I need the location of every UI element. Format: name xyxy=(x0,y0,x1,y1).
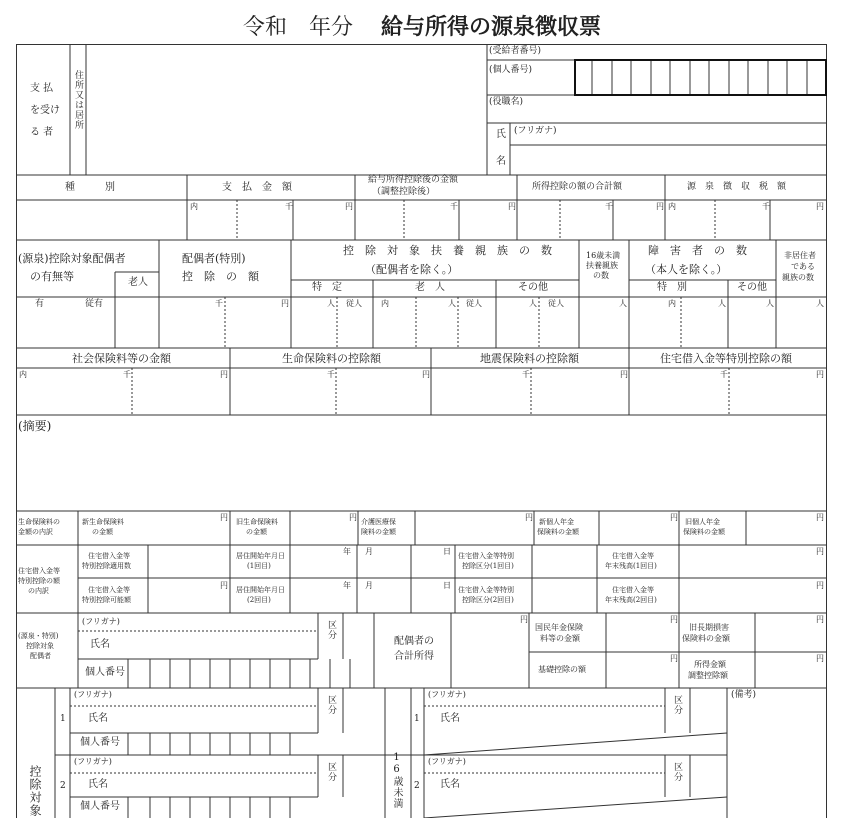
dep2-furigana: (フリガナ) xyxy=(74,757,112,766)
u16-header-2: 扶養親族 xyxy=(586,261,618,270)
header-withholding: 源 泉 徴 収 税 額 xyxy=(687,182,787,192)
special-header-2: 控 除 の 額 xyxy=(182,270,259,283)
basic-deduction: 基礎控除の額 xyxy=(538,665,586,674)
payee-label-1: 支 払 xyxy=(30,83,54,94)
unit-en: 円 xyxy=(281,299,289,308)
dep1-kubun: 区分 xyxy=(326,695,336,715)
dep1-name: 氏名 xyxy=(88,713,108,724)
life-item-4a: 新個人年金 xyxy=(539,518,574,526)
u16-dep2-no: 2 xyxy=(414,781,420,791)
elder-header: 老人 xyxy=(128,277,148,288)
unit-juunin: 従人 xyxy=(466,299,482,308)
dep1-furigana: (フリガナ) xyxy=(74,690,112,699)
unit-sen: 千 xyxy=(720,370,728,379)
adjust-2: 調整控除額 xyxy=(688,671,728,680)
u16-dep1-name: 氏名 xyxy=(440,713,460,724)
spouse-income-2: 合計所得 xyxy=(394,651,434,662)
unit-en: 円 xyxy=(422,370,430,379)
unit-sen: 千 xyxy=(285,202,293,211)
dep2-kubun: 区分 xyxy=(326,762,336,782)
unit-sen: 千 xyxy=(605,202,613,211)
housing-r2-h: 年末残高(2回目) xyxy=(605,596,657,604)
life-item-4b: 保険料の金額 xyxy=(537,528,579,536)
unit-en: 円 xyxy=(816,615,824,624)
housing-label-1: 住宅借入金等 xyxy=(18,567,60,575)
personal-no-label: (個人番号) xyxy=(489,65,533,75)
dep1-mynumber: 個人番号 xyxy=(80,737,120,748)
longterm-2: 保険料の金額 xyxy=(682,634,730,643)
dis-other-header: その他 xyxy=(737,282,767,293)
unit-nin: 人 xyxy=(619,299,627,308)
adjust-1: 所得金額 xyxy=(694,660,726,669)
unit-en: 円 xyxy=(620,370,628,379)
unit-sen: 千 xyxy=(450,202,458,211)
unit-en: 円 xyxy=(508,202,516,211)
housing-r1-b: 特別控除適用数 xyxy=(82,562,131,570)
unit-en: 円 xyxy=(349,513,357,522)
header-after-deduction: 給与所得控除後の金額 xyxy=(368,175,459,185)
life-item-1b: の金額 xyxy=(92,528,113,536)
earthquake-header: 地震保険料の控除額 xyxy=(480,352,579,365)
address-label: 住所又は居所 xyxy=(73,70,83,130)
unit-en: 円 xyxy=(670,654,678,663)
dependents-header-2: （配偶者を除く。） xyxy=(365,263,459,276)
unit-en: 円 xyxy=(220,370,228,379)
dep2-no: 2 xyxy=(60,781,66,791)
tokutei-header: 特 定 xyxy=(312,282,342,293)
nonres-header-1: 非居住者 xyxy=(784,251,816,260)
unit-en: 円 xyxy=(345,202,353,211)
life-item-3b: 険料の金額 xyxy=(361,528,396,536)
housing-label-2: 特別控除の額 xyxy=(18,577,60,585)
unit-nin: 人 xyxy=(327,299,335,308)
dep1-no: 1 xyxy=(60,714,66,724)
dis-special-header: 特 別 xyxy=(657,282,687,293)
title-year: 令和 年分 xyxy=(242,15,353,40)
spouse-mynumber: 個人番号 xyxy=(85,667,125,678)
u16-dep1-no: 1 xyxy=(414,714,420,724)
unit-sen: 千 xyxy=(762,202,770,211)
spouse-furigana: (フリガナ) xyxy=(82,617,120,626)
under16-label: 16歳未満 xyxy=(391,752,402,809)
unit-en: 円 xyxy=(220,513,228,522)
unit-sen: 千 xyxy=(123,370,131,379)
housing-r1-c: 居住開始年月日 xyxy=(236,552,285,560)
unit-en: 円 xyxy=(220,581,228,590)
housing-r1-h: 年末残高(1回目) xyxy=(605,562,657,570)
header-total-deduction: 所得控除の額の合計額 xyxy=(532,182,623,192)
rojin-header: 老 人 xyxy=(415,282,445,293)
u16-dep1-furigana: (フリガナ) xyxy=(428,690,466,699)
spouse-header: (源泉)控除対象配偶者 xyxy=(18,252,126,265)
unit-nin: 人 xyxy=(718,299,726,308)
header-payment: 支 払 金 額 xyxy=(222,182,292,193)
unit-nin: 人 xyxy=(448,299,456,308)
u16-dep1-kubun: 区分 xyxy=(672,695,682,715)
unit-en: 円 xyxy=(816,654,824,663)
note-label: (備考) xyxy=(731,690,757,700)
unit-en: 円 xyxy=(816,370,824,379)
payee-id-label: (受給者番号) xyxy=(489,46,542,56)
life-label-1: 生命保険料の xyxy=(18,518,60,526)
title-main: 給与所得の源泉徴収票 xyxy=(380,15,601,40)
unit-day: 日 xyxy=(443,581,451,590)
special-header: 配偶者(特別) xyxy=(182,252,246,265)
position-label: (役職名) xyxy=(489,97,524,107)
housing-r1-e: 住宅借入金等特別 xyxy=(458,552,514,560)
other-header: その他 xyxy=(518,282,548,293)
housing-loan-header: 住宅借入金等特別控除の額 xyxy=(660,352,792,365)
dep2-name: 氏名 xyxy=(88,779,108,790)
housing-r2-g: 住宅借入金等 xyxy=(612,586,654,594)
unit-en: 円 xyxy=(816,547,824,556)
pension-2: 料等の金額 xyxy=(540,634,580,643)
housing-r2-e: 住宅借入金等特別 xyxy=(458,586,514,594)
unit-month: 月 xyxy=(365,581,373,590)
unit-day: 日 xyxy=(443,547,451,556)
unit-juunin: 従人 xyxy=(548,299,564,308)
u16-header-3: の数 xyxy=(593,271,609,280)
housing-r1-d: (1回目) xyxy=(247,562,271,570)
longterm-1: 旧長期損害 xyxy=(689,623,729,632)
dependents-label: 控除対象 xyxy=(28,765,42,817)
disabled-header: 障 害 者 の 数 xyxy=(648,244,747,257)
unit-en: 円 xyxy=(670,513,678,522)
pension-1: 国民年金保険 xyxy=(535,623,583,632)
u16-header-1: 16歳未満 xyxy=(586,251,621,260)
life-item-2a: 旧生命保険料 xyxy=(236,518,278,526)
spouse-label-1: (源泉・特別) xyxy=(18,632,59,640)
unit-en: 円 xyxy=(520,615,528,624)
unit-juu: 従有 xyxy=(85,299,104,309)
housing-r1-a: 住宅借入金等 xyxy=(88,552,130,560)
unit-en: 円 xyxy=(816,581,824,590)
life-item-2b: の金額 xyxy=(246,528,267,536)
housing-r2-a: 住宅借入金等 xyxy=(88,586,130,594)
life-item-3a: 介護医療保 xyxy=(361,518,396,526)
name-label-top: 氏 xyxy=(496,129,506,140)
name-label-bottom: 名 xyxy=(496,156,506,167)
unit-sen: 千 xyxy=(522,370,530,379)
furigana-label: (フリガナ) xyxy=(514,126,557,136)
header-type: 種 別 xyxy=(65,182,115,193)
dep2-mynumber: 個人番号 xyxy=(80,801,120,812)
spouse-label-2: 控除対象 xyxy=(26,642,54,650)
unit-yes: 有 xyxy=(35,299,45,309)
housing-label-3: の内訳 xyxy=(28,587,49,595)
unit-nin: 人 xyxy=(766,299,774,308)
housing-r1-g: 住宅借入金等 xyxy=(612,552,654,560)
housing-r2-b: 特別控除可能額 xyxy=(82,596,131,604)
unit-uchi: 内 xyxy=(381,299,389,308)
disabled-header-2: （本人を除く。） xyxy=(645,263,728,276)
header-adjusted: （調整控除後） xyxy=(372,187,436,197)
payee-label-2: を受け xyxy=(30,105,60,116)
life-item-5a: 旧個人年金 xyxy=(685,518,720,526)
unit-juunin: 従人 xyxy=(346,299,362,308)
remarks-label: (摘要) xyxy=(18,419,52,433)
spouse-income-1: 配偶者の xyxy=(394,636,434,647)
spouse-header-2: の有無等 xyxy=(30,270,74,283)
housing-r1-f: 控除区分(1回目) xyxy=(462,562,514,570)
spouse-label-3: 配偶者 xyxy=(30,652,51,660)
unit-uchi: 内 xyxy=(668,202,676,211)
housing-r2-c: 居住開始年月日 xyxy=(236,586,285,594)
unit-nin: 人 xyxy=(816,299,824,308)
unit-nin: 人 xyxy=(529,299,537,308)
nonres-header-3: 親族の数 xyxy=(782,273,814,282)
life-item-1a: 新生命保険料 xyxy=(82,518,124,526)
u16-dep2-furigana: (フリガナ) xyxy=(428,757,466,766)
social-insurance-header: 社会保険料等の金額 xyxy=(72,352,171,365)
unit-sen: 千 xyxy=(327,370,335,379)
u16-dep2-name: 氏名 xyxy=(440,779,460,790)
unit-en: 円 xyxy=(816,513,824,522)
unit-uchi: 内 xyxy=(668,299,676,308)
payee-label-3: る 者 xyxy=(30,127,54,138)
dependents-header: 控 除 対 象 扶 養 親 族 の 数 xyxy=(343,244,552,257)
spouse-name: 氏名 xyxy=(90,639,110,650)
unit-year: 年 xyxy=(343,581,351,590)
unit-sen: 千 xyxy=(215,299,223,308)
life-label-2: 金額の内訳 xyxy=(18,528,53,536)
unit-en: 円 xyxy=(656,202,664,211)
u16-dep2-kubun: 区分 xyxy=(672,762,682,782)
unit-year: 年 xyxy=(343,547,351,556)
housing-r2-f: 控除区分(2回目) xyxy=(462,596,514,604)
unit-en: 円 xyxy=(670,615,678,624)
unit-en: 円 xyxy=(525,513,533,522)
unit-month: 月 xyxy=(365,547,373,556)
life-item-5b: 保険料の金額 xyxy=(683,528,725,536)
unit-uchi: 内 xyxy=(19,370,27,379)
housing-r2-d: (2回目) xyxy=(247,596,271,604)
spouse-kubun: 区分 xyxy=(326,620,336,640)
unit-en: 円 xyxy=(816,202,824,211)
unit-uchi: 内 xyxy=(190,202,198,211)
life-insurance-header: 生命保険料の控除額 xyxy=(282,352,381,365)
nonres-header-2: である xyxy=(791,262,815,271)
